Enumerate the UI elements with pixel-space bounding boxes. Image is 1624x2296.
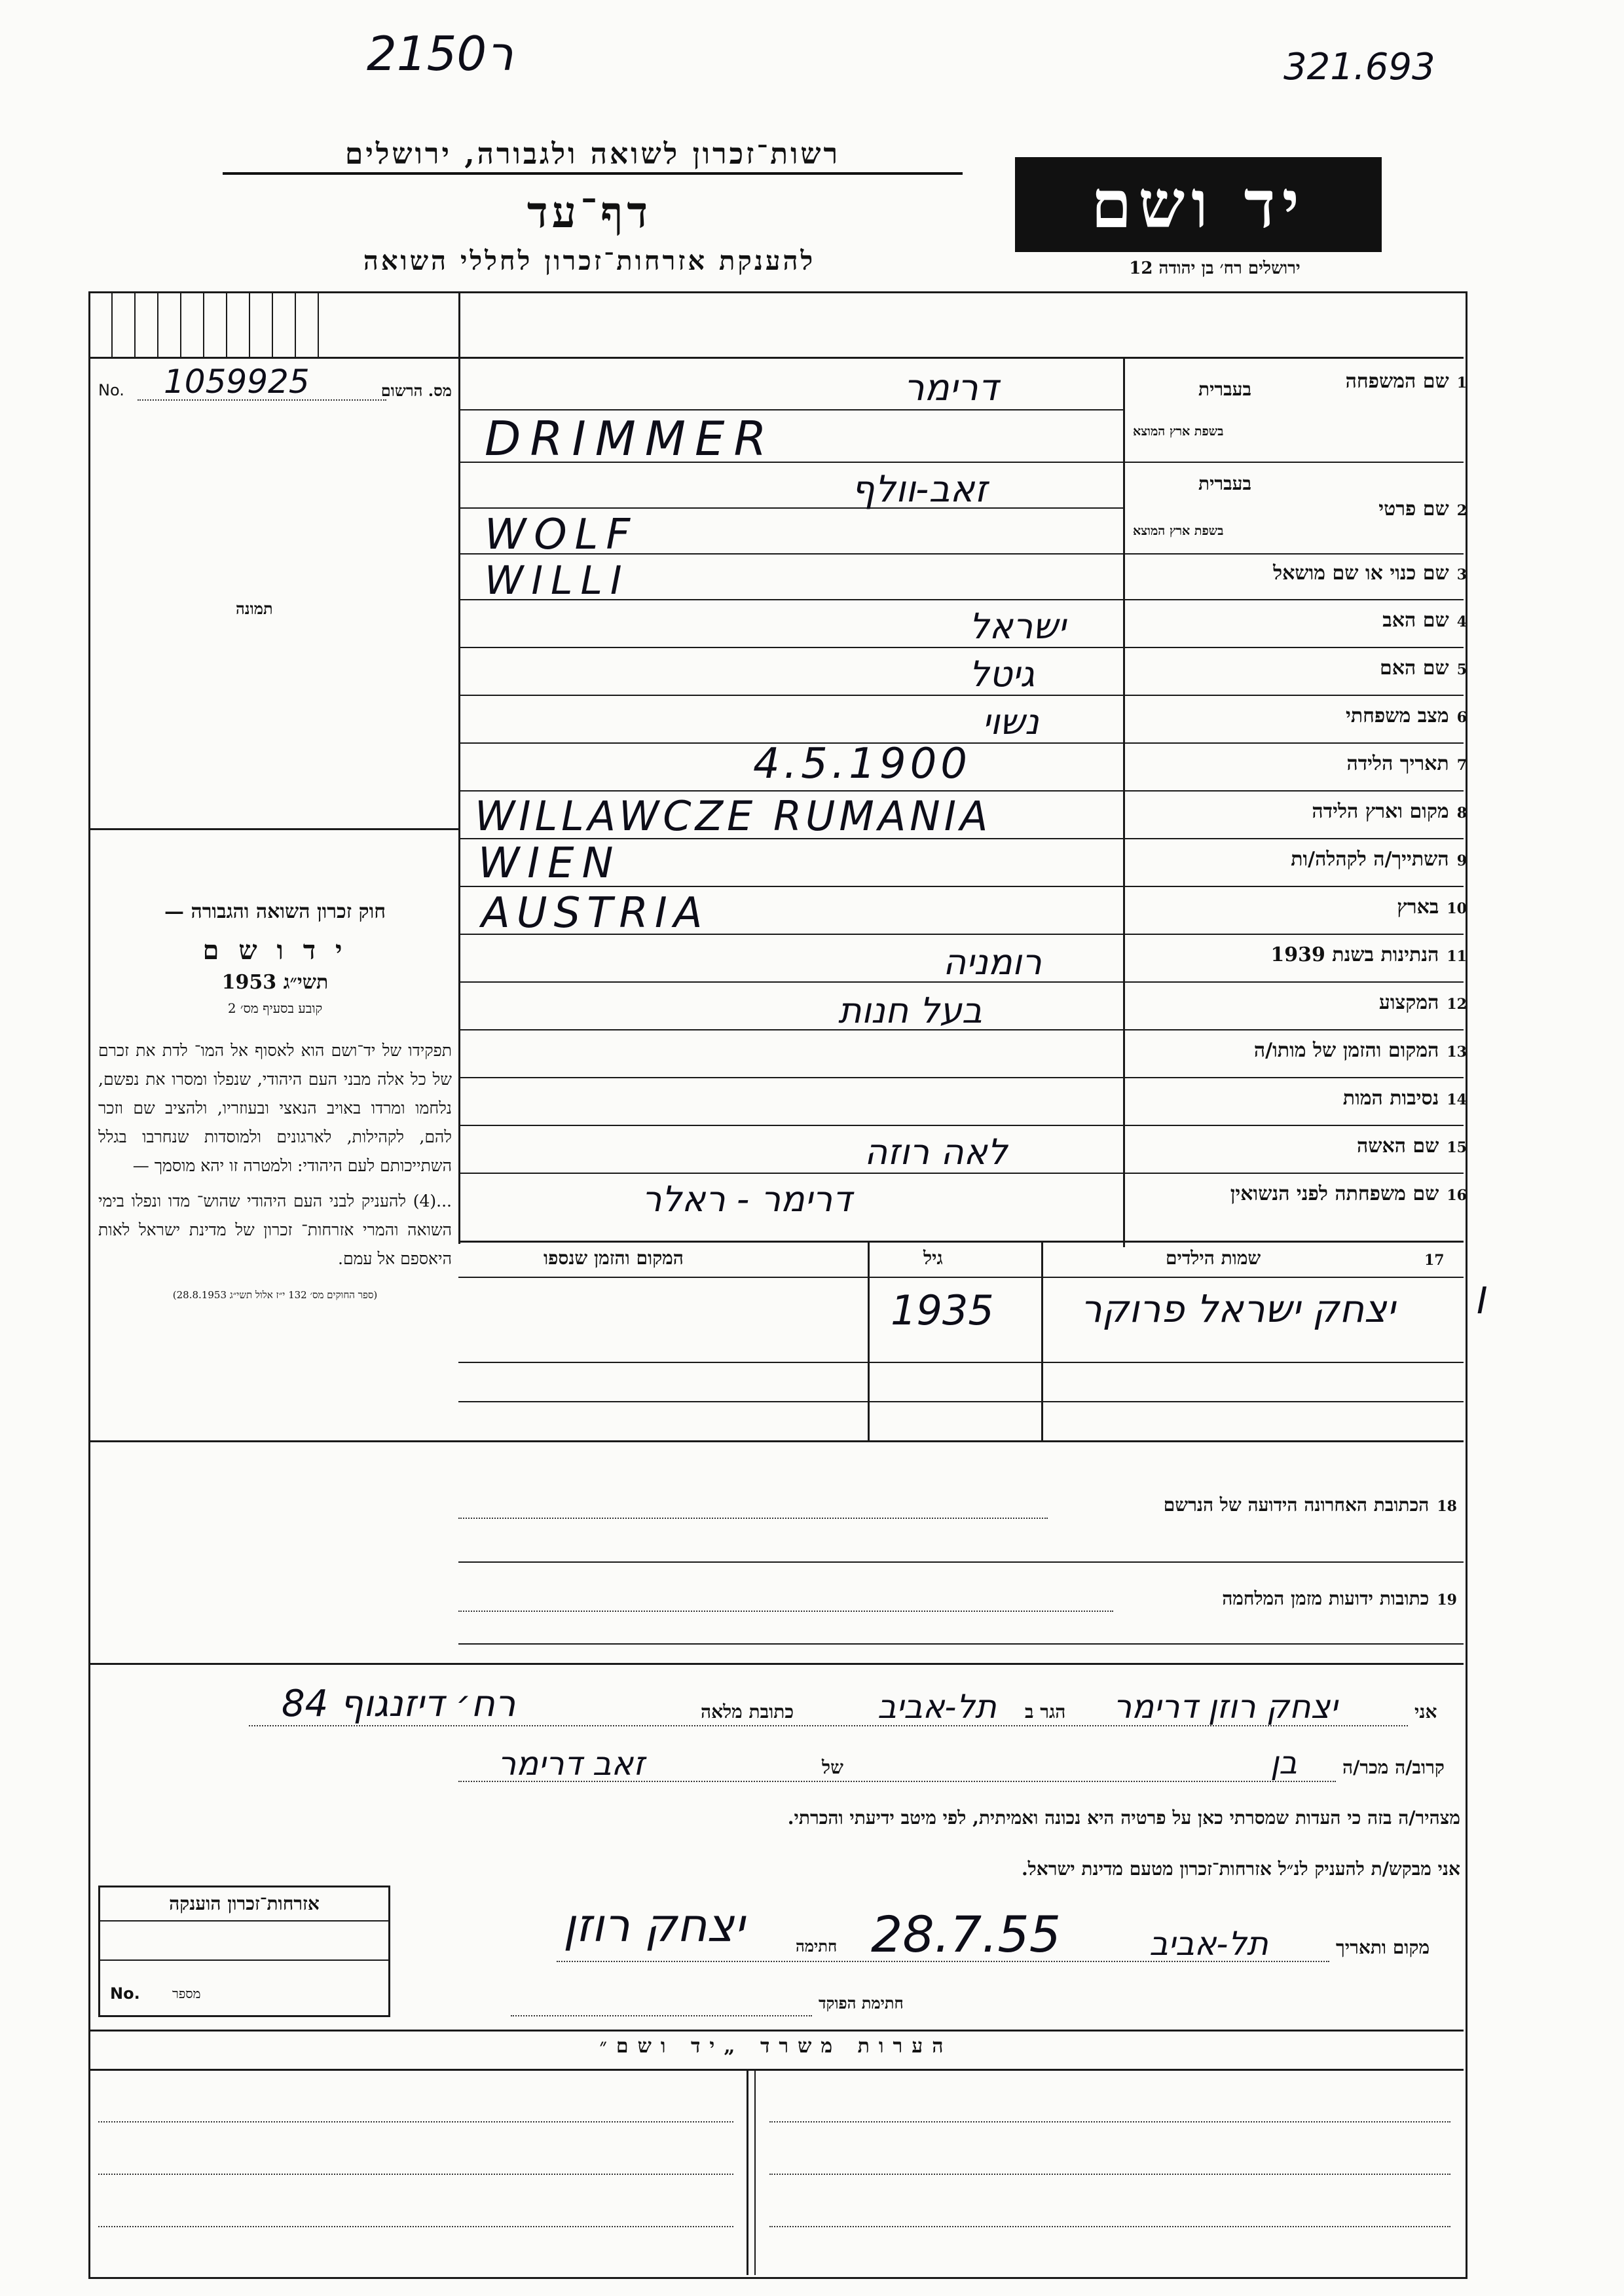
field-16-value: דרימר - ראלר	[642, 1178, 852, 1220]
yad-vashem-logo: יד ושם	[1015, 157, 1382, 252]
field-4-value: ישראל	[969, 606, 1066, 647]
law-box	[98, 900, 452, 1302]
child-1-age: 1935	[891, 1286, 994, 1334]
decl-date-value: 28.7.55	[871, 1905, 1061, 1963]
registration-number	[98, 363, 452, 406]
decl-resident-label: הגר ב	[1025, 1701, 1066, 1722]
field-13-label: 13המקום והזמן של מותו/ה	[1253, 1039, 1467, 1062]
law-name: י ד ו ש ם	[202, 935, 348, 966]
law-text-2: ...(4) להעניק לבני העם היהודי שהוש־ מדו ונפלו בימי השואה והמרי אזרחות־ זכרון של מדינת ישראל לאות היאספם אל עמם.	[98, 1192, 452, 1268]
decl-address-value: רח׳ דיזנגוף 84	[282, 1683, 516, 1725]
child-1-marker: I	[1477, 1280, 1488, 1322]
field-6-value: נשוי	[982, 701, 1039, 742]
decl-of-value: זאב דרימר	[498, 1745, 645, 1783]
decl-relation-label: קרוב/ה מכר/ה	[1342, 1757, 1445, 1778]
field-8-label: 8מקום וארץ הלידה	[1312, 800, 1467, 823]
law-text-1: תפקידו של יד־ושם הוא לאסוף אל המו־ לדת את זכרם של כל אלה מבני העם היהודי, שנפלו ומסרו את נפשם, נלחמו ומרדו באויב הנאצי ובעוזריו, ולהציב שם וזכר להם, לקהילות, לארגונים ולמוסדות שנחרבו בגלל השתייכותם לעם היהודי: ולמטרה זו יהא מוסמך —	[98, 1041, 452, 1175]
grant-number-label: מספר	[172, 1986, 201, 2001]
field-2-sub-origin: בשפת ארץ המוצא	[1133, 524, 1224, 538]
field-3-value: WILLI	[485, 558, 630, 604]
decl-officer-label: חתימת הפוקד	[819, 1994, 904, 2013]
children-col-names: שמות הילדים	[1166, 1247, 1261, 1269]
grant-title: אזרחות־זכרון הוענקה	[100, 1893, 388, 1922]
decl-address-label: כתובת מלאה	[701, 1701, 794, 1722]
children-num: 17	[1424, 1252, 1445, 1269]
field-15-value: לאה רוזה	[864, 1131, 1008, 1173]
grant-no-label: No.	[110, 1984, 140, 2003]
law-year: תשי״ג 1953	[221, 971, 329, 994]
field-5-value: גיטל	[969, 653, 1035, 695]
field-12-value: בעל חנות	[838, 990, 982, 1031]
decl-signature-value: יצחק רוזן	[563, 1899, 745, 1952]
child-1-name: יצחק ישראל פרוקר	[1080, 1286, 1395, 1331]
field-11-label: 11הנתינות בשנת 1939	[1270, 943, 1467, 966]
field-1-sub-hebrew: בעברית	[1198, 378, 1252, 400]
field-7-value: 4.5.1900	[753, 740, 971, 788]
office-address: ירושלים רח׳ בן יהודה 12	[1129, 259, 1301, 278]
decl-relation-value: בן	[1270, 1745, 1297, 1781]
field-8-value: WILLAWCZE RUMANIA	[475, 792, 992, 840]
authority-name: רשות־זכרון לשואה ולגבורה, ירושלים	[223, 137, 963, 175]
field-9-value: WIEN	[478, 839, 621, 888]
field-1-value-origin: DRIMMER	[485, 411, 776, 466]
decl-signature-label: חתימה	[796, 1937, 838, 1956]
field-10-value: AUSTRIA	[481, 889, 709, 938]
decl-place-date-label: מקום ותאריך	[1336, 1937, 1430, 1958]
field-4-label: 4שם האב	[1382, 609, 1467, 632]
field-9-label: 9השתייך/ה לקהלה/ות	[1291, 848, 1467, 871]
field-1-label: 1שם המשפחה	[1345, 370, 1467, 393]
field-19-label: 19כתובות ידועות מזמן המלחמה	[1222, 1588, 1457, 1609]
field-2-label: 2שם פרטי	[1378, 498, 1467, 520]
field-16-label: 16שם משפחתה לפני הנשואין	[1230, 1182, 1467, 1205]
archive-number: 321.693	[1283, 46, 1435, 88]
registration-label: מס. הרשום	[380, 381, 452, 400]
field-2-value-hebrew: זאב-וולף	[851, 468, 987, 511]
field-12-label: 12המקצוע	[1378, 991, 1467, 1014]
field-6-label: 6מצב משפחתי	[1346, 704, 1467, 727]
field-2-value-origin: WOLF	[485, 511, 638, 559]
top-handwritten-code: 2150ר	[367, 26, 513, 81]
law-title: חוק זכרון השואה והגבורה —	[164, 900, 386, 923]
field-2-sub-hebrew: בעברית	[1198, 473, 1252, 494]
field-11-value: רומניה	[943, 941, 1042, 983]
field-15-label: 15שם האשה	[1356, 1135, 1467, 1157]
document-subtitle: להענקת אזרחות־זכרון לחללי השואה	[363, 246, 816, 276]
field-5-label: 5שם האם	[1380, 657, 1467, 680]
registration-no-label: No.	[98, 381, 124, 399]
office-remarks-title: הערות משרד „יד ושם״	[599, 2035, 953, 2058]
photo-placeholder: תמונה	[236, 599, 273, 618]
field-1-value-hebrew: דרימר	[904, 367, 999, 409]
grant-box	[98, 1886, 390, 2017]
field-18-label: 18הכתובת האחרונה הידועה של הנרשם	[1163, 1494, 1457, 1516]
children-col-age: גיל	[923, 1247, 943, 1269]
registration-value: 1059925	[164, 363, 310, 401]
decl-resident-value: תל-אביב	[877, 1688, 997, 1726]
document-title: דף־עד	[526, 187, 652, 238]
field-7-label: 7תאריך הלידה	[1346, 752, 1467, 775]
decl-statement-2: אני מבקש/ת להעניק לנ״ל אזרחות־זכרון מטעם מדינת ישראל.	[1021, 1858, 1460, 1880]
decl-place-value: תל-אביב	[1149, 1925, 1268, 1963]
law-clause: קובע בסעיף מס׳ 2	[227, 1000, 323, 1016]
decl-i-label: אני	[1414, 1701, 1437, 1722]
field-1-sub-origin: בשפת ארץ המוצא	[1133, 424, 1224, 439]
decl-of-label: של	[822, 1757, 843, 1778]
decl-statement-1: מצהיר/ה בזה כי העדות שמסרתי כאן על פרטיה היא נכונה ואמיתית, לפי מיטב ידיעתי והכרתי.	[787, 1807, 1460, 1829]
field-10-label: 10בארץ	[1397, 896, 1467, 919]
field-14-label: 14נסיבות המות	[1342, 1087, 1467, 1110]
field-3-label: 3שם כנוי או שם מושאל	[1273, 562, 1467, 585]
decl-i-value: יצחק רוזן דרימר	[1113, 1688, 1338, 1726]
law-footnote: (ספר החוקים מס׳ 132 י״ז אלול תשי״ג 28.8.1953)	[172, 1289, 378, 1301]
children-col-place: המקום והזמן שנספו	[544, 1247, 684, 1269]
